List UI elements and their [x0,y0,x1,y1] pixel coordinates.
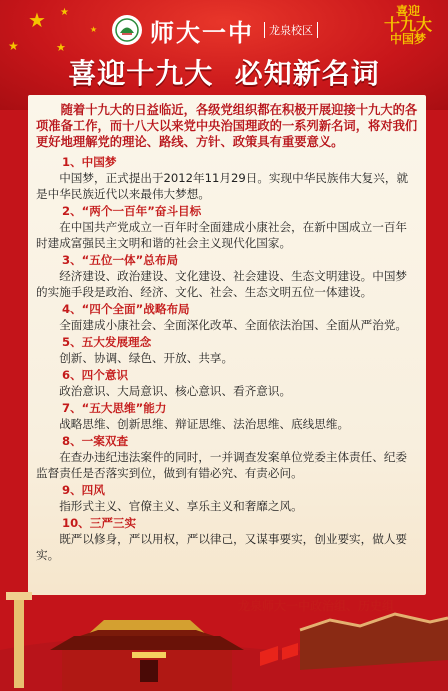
section-title: 8、一案双查 [62,433,129,448]
section-body: 中国梦，正式提出于2012年11月29日。实现中华民族伟大复兴，就是中华民族近代以来最伟大梦想。 [36,170,409,201]
badge-line: 中国梦 [389,32,426,46]
school-emblem-icon [112,15,142,45]
star-icon: ★ [60,7,69,18]
section-body: 指形式主义、官僚主义、享乐主义和奢靡之风。 [59,498,303,513]
section-body: 在查办违纪违法案件的同时，一并调查发案单位党委主体责任、纪委监督责任是否落实到位，做到有错必究、有责必问。 [36,449,408,480]
star-icon: ★ [90,25,98,34]
footer-credit: 龙泉师大一中政治组、历史组 [238,599,395,613]
badge-line: 喜迎 [395,4,420,18]
star-icon: ★ [8,39,19,53]
content-body [36,102,418,564]
badge-line: 十九大 [383,15,432,34]
section-title: 7、“五大思维”能力 [62,400,167,415]
section-body: 创新、协调、绿色、开放、共享。 [59,350,234,365]
intro-paragraph: 随着十九大的日益临近，各级党组织都在积极开展迎接十九大的各项准备工作，而十八大以来党中央治国理政的一系列新名词，将对我们更好地理解党的理论、路线、方针、政策具有重要意义。 [36,103,418,150]
nineteenth-congress-badge [376,4,440,46]
section-body: 经济建设、政治建设、文化建设、社会建设、生态文明建设。中国梦的实施手段是政治、经济、文化、社会、生态文明五位一体建设。 [36,268,408,299]
section-body: 既严以修身，严以用权，严以律己，又谋事要实，创业要实，做人要实。 [36,531,408,562]
campus-label: 龙泉校区 [264,22,318,38]
school-name: 师大一中 [150,17,254,47]
section-body: 战略思维、创新思维、辩证思维、法治思维、底线思维。 [59,416,350,431]
section-title: 6、四个意识 [62,367,129,382]
page-title: 喜迎十九大 必知新名词 [68,57,380,90]
section-title: 10、三严三实 [62,515,137,530]
section-title: 5、五大发展理念 [62,334,152,349]
section-title: 9、四风 [62,482,105,497]
star-icon: ★ [28,8,46,32]
section-body: 全面建成小康社会、全面深化改革、全面依法治国、全面从严治党。 [59,317,408,332]
sections-list [36,154,418,563]
section-title: 3、“五位一体”总布局 [62,252,179,267]
school-logo [112,14,342,46]
section-title: 4、“四个全面”战略布局 [62,301,190,316]
star-icon: ★ [56,41,66,54]
section-title: 2、“两个一百年”奋斗目标 [62,203,202,218]
section-body: 在中国共产党成立一百年时全面建成小康社会，在新中国成立一百年时建成富强民主文明和谐的社会主义现代化国家。 [36,219,408,250]
section-title: 1、中国梦 [62,154,117,169]
section-body: 政治意识、大局意识、核心意识、看齐意识。 [59,383,292,398]
